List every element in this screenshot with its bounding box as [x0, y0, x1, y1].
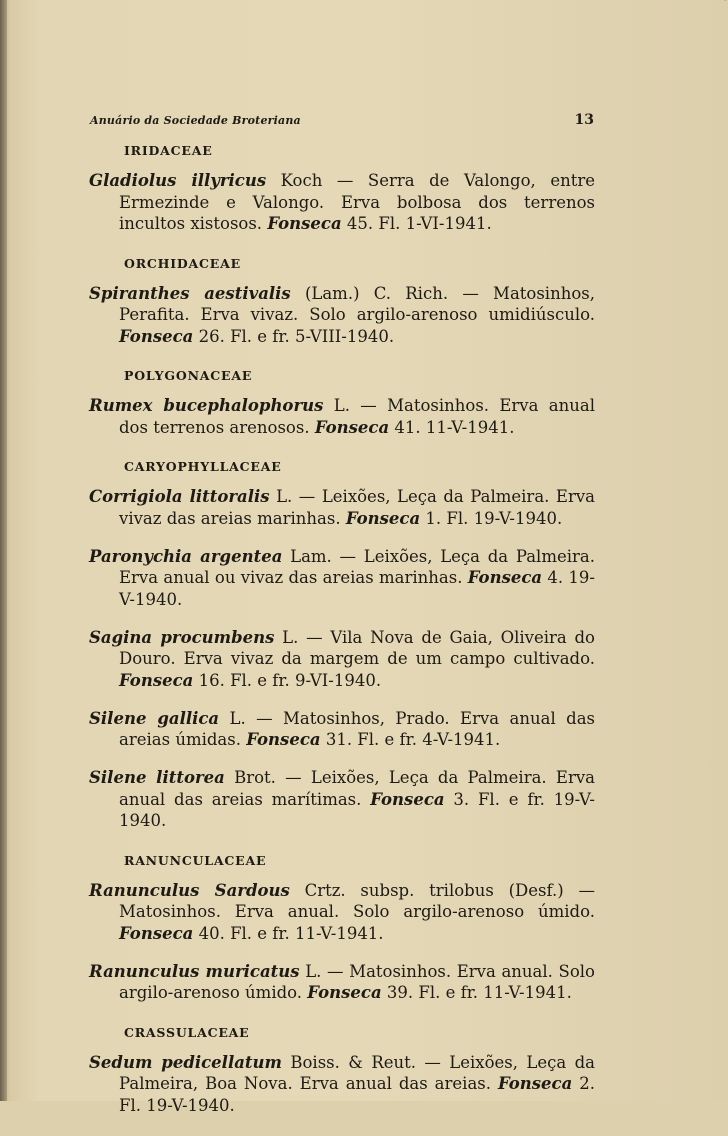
species-entry [89, 395, 595, 438]
entry-text: — Leixões, Leça da Palmeira. Erva anual das areias marítimas. [119, 768, 595, 809]
page-header [90, 112, 594, 128]
entry-details: 16. Fl. e fr. 9-VI-1940. [193, 670, 382, 690]
species-author: Boiss. & Reut. [281, 1052, 417, 1072]
collector-name: Fonseca [467, 568, 543, 587]
entry-details: 2. Fl. 19-V-1940. [119, 1074, 595, 1115]
species-author: Crtz. subsp. trilobus (Desf.) [289, 880, 564, 900]
entry-text: — Matosinhos, Perafita. Erva vivaz. Solo argilo-arenoso umidiúsculo. [119, 283, 595, 324]
entry-details: 41. 11-V-1941. [389, 417, 515, 437]
species-author: L. [219, 708, 246, 728]
family-section [89, 852, 595, 1004]
family-section [89, 255, 595, 348]
collector-name: Fonseca [497, 1074, 573, 1093]
entry-text: — Leixões, Leça da Palmeira, Boa Nova. Erva anual das areias. [119, 1052, 595, 1093]
page-number: 13 [574, 112, 594, 128]
species-name: Rumex bucephalophorus [89, 396, 324, 415]
species-entry [89, 486, 595, 529]
entry-text: — Matosinhos, Prado. Erva anual das areias úmidas. [119, 708, 595, 749]
entry-text: — Vila Nova de Gaia, Oliveira do Douro. Erva vivaz da margem de um campo cultivado. [119, 627, 595, 668]
entry-details: 4. 19-V-1940. [119, 568, 595, 609]
entry-details: 40. Fl. e fr. 11-V-1941. [193, 923, 384, 943]
species-entry [89, 170, 595, 235]
entry-text: — Serra de Valongo, entre Ermezinde e Valongo. Erva bolbosa dos terrenos incultos xistosos. [119, 171, 595, 233]
species-name: Ranunculus muricatus [89, 961, 300, 981]
species-author: L. [323, 396, 350, 415]
collector-name: Fonseca [267, 214, 342, 233]
family-heading: RANUNCULACEAE [124, 852, 267, 868]
species-author: L. [269, 487, 293, 506]
entry-details: 3. Fl. e fr. 19-V-1940. [119, 789, 595, 830]
species-entry [89, 961, 595, 1004]
species-entry [89, 283, 595, 348]
entry-text: — Leixões, Leça da Palmeira. Erva anual ou vivaz das areias marinhas. [119, 546, 595, 587]
family-section [89, 142, 595, 235]
family-section [89, 458, 595, 832]
species-entry [89, 880, 595, 945]
species-name: Paronychia argentea [89, 546, 283, 566]
species-entry [89, 1052, 595, 1117]
species-entry [89, 767, 595, 832]
entry-details: 45. Fl. 1-VI-1941. [341, 214, 492, 233]
species-entry [89, 627, 595, 692]
species-author: Lam. [282, 546, 332, 566]
book-spine-shadow [0, 0, 7, 1101]
species-name: Sedum pedicellatum [89, 1052, 282, 1072]
collector-name: Fonseca [119, 326, 194, 346]
species-entry [89, 546, 595, 611]
family-heading: CRASSULACEAE [124, 1024, 250, 1040]
species-entry [89, 708, 595, 751]
species-name: Corrigiola littoralis [89, 487, 270, 506]
species-author: (Lam.) C. Rich. [290, 283, 449, 303]
species-author: Brot. [224, 768, 276, 787]
species-name: Silene littorea [89, 768, 225, 787]
species-name: Ranunculus Sardous [89, 880, 290, 900]
family-section [89, 367, 595, 438]
species-name: Spiranthes aestivalis [89, 283, 291, 303]
page-content [89, 142, 595, 1136]
species-author: L. [299, 961, 322, 981]
entry-details: 39. Fl. e fr. 11-V-1941. [381, 983, 572, 1002]
species-author: L. [274, 627, 299, 647]
family-heading: ORCHIDACEAE [124, 255, 241, 271]
collector-name: Fonseca [307, 983, 382, 1002]
family-heading: IRIDACEAE [124, 143, 213, 158]
species-author: Koch [266, 171, 323, 190]
running-title: Anuário da Sociedade Broteriana [90, 114, 301, 127]
entry-details: 26. Fl. e fr. 5-VIII-1940. [193, 326, 395, 346]
entry-text: — Matosinhos. Erva anual dos terrenos arenosos. [119, 396, 595, 437]
family-section [89, 1024, 595, 1117]
collector-name: Fonseca [246, 730, 321, 749]
entry-text: — Matosinhos. Erva anual. Solo argilo-arenoso úmido. [119, 880, 595, 921]
collector-name: Fonseca [345, 508, 421, 528]
entry-text: — Matosinhos. Erva anual. Solo argilo-arenoso úmido. [119, 961, 595, 1002]
species-name: Silene gallica [89, 708, 220, 728]
collector-name: Fonseca [370, 789, 445, 809]
collector-name: Fonseca [314, 417, 390, 437]
entry-text: — Leixões, Leça da Palmeira. Erva vivaz das areias marinhas. [119, 487, 595, 528]
entry-details: 31. Fl. e fr. 4-V-1941. [320, 730, 501, 749]
species-name: Gladiolus illyricus [89, 171, 267, 190]
collector-name: Fonseca [119, 923, 194, 943]
collector-name: Fonseca [119, 670, 194, 690]
family-heading: CARYOPHYLLACEAE [124, 459, 282, 474]
family-heading: POLYGONACEAE [124, 368, 253, 383]
species-name: Sagina procumbens [89, 627, 275, 647]
entry-details: 1. Fl. 19-V-1940. [420, 508, 563, 528]
